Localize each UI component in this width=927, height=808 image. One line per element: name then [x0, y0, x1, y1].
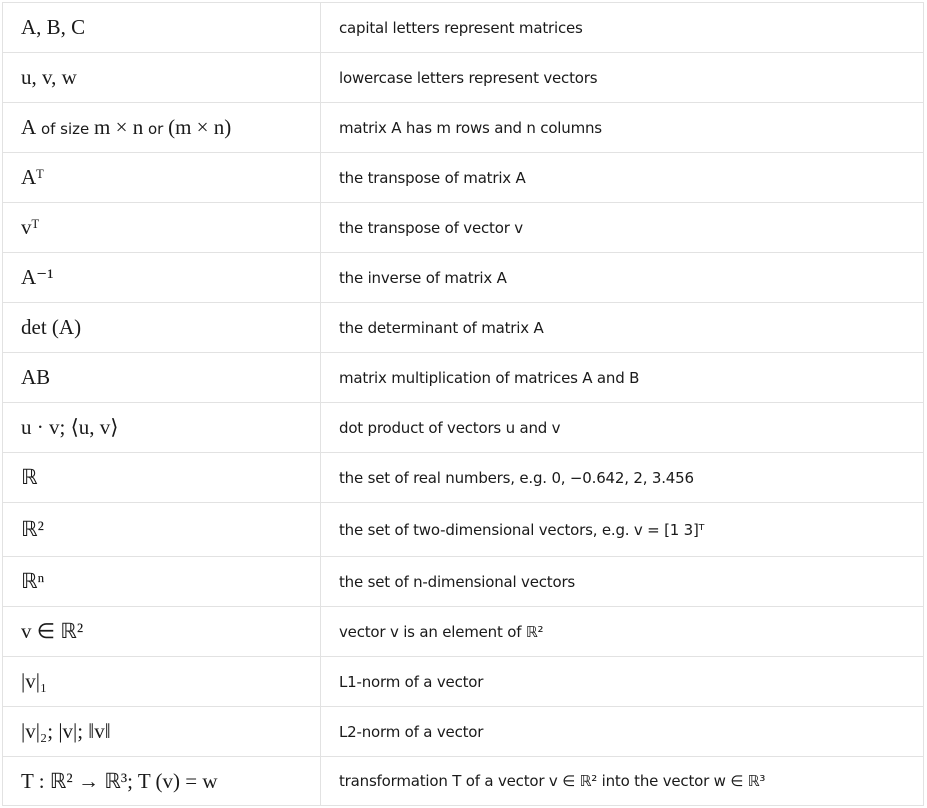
description-cell: [321, 757, 924, 806]
symbol-cell: [3, 103, 321, 153]
symbol-cell: [3, 153, 321, 203]
table-row: [3, 607, 924, 657]
symbol-part: or: [143, 120, 169, 138]
description-cell: [321, 153, 924, 203]
symbol-part: m × n: [94, 115, 144, 139]
table-row: [3, 53, 924, 103]
description-cell: [321, 503, 924, 557]
description-cell: [321, 253, 924, 303]
description-cell: [321, 3, 924, 53]
symbol-part: (m × n): [168, 115, 232, 139]
notation-table: [2, 2, 924, 806]
table-row: [3, 453, 924, 503]
description-text: the determinant of matrix A: [339, 318, 544, 337]
description-cell: [321, 103, 924, 153]
notation-table-container: [2, 2, 924, 806]
symbol-cell: [3, 303, 321, 353]
symbol-text: |v|₁: [21, 669, 48, 693]
description-cell: [321, 557, 924, 607]
description-text: vector v is an element of ℝ²: [339, 622, 544, 641]
symbol-text: ℝ²: [21, 517, 44, 541]
description-text: matrix A has m rows and n columns: [339, 118, 602, 137]
symbol-text: T : ℝ² → ℝ³; T (v) = w: [21, 768, 218, 793]
table-row: [3, 503, 924, 557]
symbol-text: A, B, C: [21, 15, 86, 39]
symbol-cell: [3, 503, 321, 557]
table-row: [3, 153, 924, 203]
symbol-text: AB: [21, 365, 51, 389]
description-text: the set of real numbers, e.g. 0, −0.642, 2, 3.456: [339, 468, 694, 487]
description-text: L2-norm of a vector: [339, 722, 484, 741]
table-row: [3, 557, 924, 607]
table-row: [3, 103, 924, 153]
symbol-text: A⁻¹: [21, 265, 54, 289]
symbol-text: v ∈ ℝ²: [21, 619, 84, 643]
symbol-text: Aᵀ: [21, 165, 44, 189]
description-text: the transpose of matrix A: [339, 168, 526, 187]
symbol-text: u, v, w: [21, 65, 77, 89]
description-cell: [321, 203, 924, 253]
symbol-text: u · v; ⟨u, v⟩: [21, 415, 119, 439]
table-row: [3, 353, 924, 403]
description-cell: [321, 657, 924, 707]
table-row: [3, 657, 924, 707]
symbol-cell: [3, 403, 321, 453]
symbol-text: det (A): [21, 315, 82, 339]
table-row: [3, 707, 924, 757]
symbol-cell: [3, 353, 321, 403]
table-row: [3, 403, 924, 453]
description-cell: [321, 353, 924, 403]
symbol-cell: [3, 607, 321, 657]
symbol-text: ℝⁿ: [21, 569, 45, 593]
symbol-cell: [3, 557, 321, 607]
table-row: [3, 3, 924, 53]
description-text: capital letters represent matrices: [339, 18, 583, 37]
symbol-part: of size: [36, 120, 95, 138]
symbol-cell: [3, 657, 321, 707]
table-row: [3, 757, 924, 806]
table-row: [3, 253, 924, 303]
symbol-cell: [3, 203, 321, 253]
description-cell: [321, 607, 924, 657]
description-text: matrix multiplication of matrices A and B: [339, 368, 640, 387]
description-cell: [321, 403, 924, 453]
symbol-text: |v|₂; |v|; ‖v‖: [21, 719, 111, 743]
symbol-cell: [3, 453, 321, 503]
description-cell: [321, 53, 924, 103]
symbol-cell: [3, 707, 321, 757]
symbol-part: A: [21, 115, 37, 139]
description-text: L1-norm of a vector: [339, 672, 484, 691]
description-text: dot product of vectors u and v: [339, 418, 561, 437]
description-cell: [321, 303, 924, 353]
description-cell: [321, 453, 924, 503]
symbol-text: vᵀ: [21, 215, 40, 239]
symbol-cell: [3, 757, 321, 806]
symbol-cell: [3, 3, 321, 53]
description-text: the set of n-dimensional vectors: [339, 572, 576, 591]
description-text: the transpose of vector v: [339, 218, 523, 237]
symbol-text: ℝ: [21, 465, 38, 489]
symbol-cell: [3, 53, 321, 103]
description-text: the set of two-dimensional vectors, e.g. v = [1 3]ᵀ: [339, 520, 705, 539]
table-row: [3, 203, 924, 253]
description-cell: [321, 707, 924, 757]
description-text: lowercase letters represent vectors: [339, 68, 598, 87]
description-text: the inverse of matrix A: [339, 268, 507, 287]
description-text: transformation T of a vector v ∈ ℝ² into the vector w ∈ ℝ³: [339, 772, 766, 790]
symbol-cell: [3, 253, 321, 303]
table-row: [3, 303, 924, 353]
